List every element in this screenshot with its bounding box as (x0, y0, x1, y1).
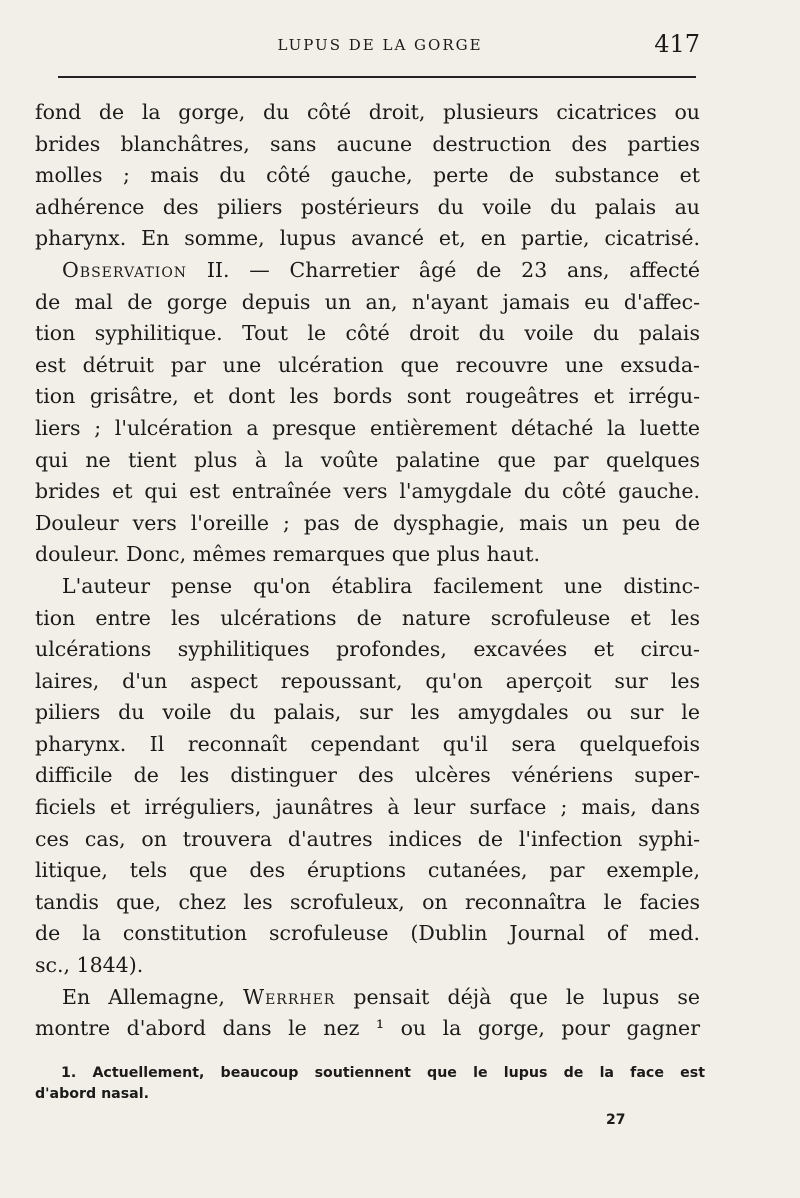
text-line: brides blanchâtres, sans aucune destruction des parties (35, 131, 700, 156)
signature-mark: 27 (606, 1112, 626, 1128)
author-name: Werrher (243, 984, 336, 1009)
text-line: difficile de les distinguer des ulcères vénériens super- (35, 763, 700, 788)
text-line: tion entre les ulcérations de nature scrofuleuse et les (35, 605, 700, 630)
body-text (35, 97, 700, 1045)
text-line: tion syphilitique. Tout le côté droit du voile du palais (35, 321, 700, 346)
text-line: de mal de gorge depuis un an, n'ayant jamais eu d'affec- (35, 289, 700, 314)
text-line: tandis que, chez les scrofuleux, on reconnaîtra le facies (35, 889, 700, 914)
running-title: LUPUS DE LA GORGE (277, 36, 483, 54)
text-line: fond de la gorge, du côté droit, plusieurs cicatrices ou (35, 100, 700, 124)
text-line: piliers du voile du palais, sur les amygdales ou sur le (35, 700, 700, 725)
text-line: liers ; l'ulcération a presque entièrement détaché la luette (35, 415, 700, 440)
text-line: montre d'abord dans le nez ¹ ou la gorge, pour gagner (35, 1016, 700, 1041)
werrher-prefix: En Allemagne, (62, 984, 243, 1009)
werrher-line (35, 982, 700, 1014)
observation-text: II. — Charretier âgé de 23 ans, affecté (187, 257, 700, 282)
text-line: est détruit par une ulcération que recouvre une exsuda- (35, 352, 700, 377)
text-line: pharynx. En somme, lupus avancé et, en partie, cicatrisé. (35, 226, 700, 251)
text-line: pharynx. Il reconnaît cependant qu'il sera quelquefois (35, 731, 700, 756)
text-line: douleur. Donc, mêmes remarques que plus haut. (35, 542, 540, 567)
text-line: litique, tels que des éruptions cutanées, par exemple, (35, 858, 700, 883)
text-line: laires, d'un aspect repoussant, qu'on aperçoit sur les (35, 668, 700, 693)
text-line: ficiels et irréguliers, jaunâtres à leur surface ; mais, dans (35, 795, 700, 820)
text-line: ulcérations syphilitiques profondes, excavées et circu- (35, 637, 700, 662)
text-line: tion grisâtre, et dont les bords sont rougeâtres et irrégu- (35, 384, 700, 409)
text-line: molles ; mais du côté gauche, perte de substance et (35, 163, 700, 188)
text-line: L'auteur pense qu'on établira facilement une distinc- (62, 573, 700, 598)
header-rule (58, 76, 696, 78)
footnote-line: 1. Actuellement, beaucoup soutiennent que le lupus de la face est (61, 1065, 705, 1081)
observation-label: Observation (62, 257, 188, 282)
text-line: ces cas, on trouvera d'autres indices de l'infection syphi- (35, 826, 700, 851)
text-line: sc., 1844). (35, 953, 144, 978)
text-line: adhérence des piliers postérieurs du voile du palais au (35, 194, 700, 219)
text-line: de la constitution scrofuleuse (Dublin Journal of med. (35, 921, 700, 946)
werrher-text: pensait déjà que le lupus se (335, 984, 700, 1009)
text-line: qui ne tient plus à la voûte palatine que par quelques (35, 447, 700, 472)
page-number: 417 (654, 30, 700, 58)
running-head (60, 30, 700, 64)
observation-heading-line (35, 255, 700, 287)
footnote (35, 1063, 705, 1105)
text-line: brides et qui est entraînée vers l'amygdale du côté gauche. (35, 479, 700, 504)
text-line: Douleur vers l'oreille ; pas de dysphagie, mais un peu de (35, 510, 700, 535)
footnote-line: d'abord nasal. (35, 1086, 150, 1102)
